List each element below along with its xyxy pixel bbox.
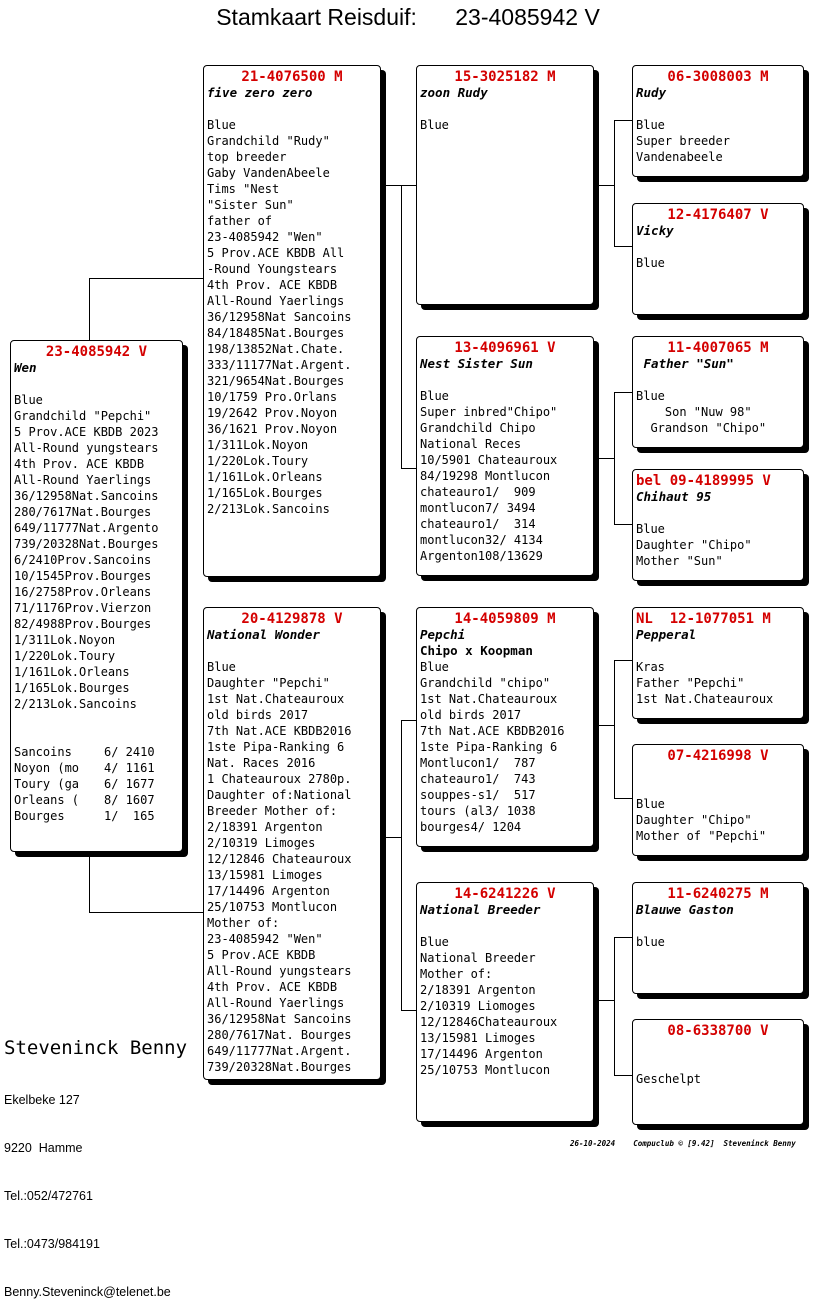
connector-line bbox=[614, 120, 632, 121]
race-name: montlucon bbox=[420, 533, 486, 547]
text-line: 71/1176Prov.Vierzon bbox=[14, 601, 152, 615]
pigeon-name: zoon Rudy bbox=[420, 85, 488, 100]
title-ring: 23-4085942 V bbox=[455, 4, 600, 30]
race-name: chateauro bbox=[420, 485, 486, 499]
text-line: 6/2410Prov.Sancoins bbox=[14, 553, 152, 567]
connector-line bbox=[89, 278, 90, 340]
connector-line bbox=[401, 1010, 416, 1011]
text-line: Son "Nuw 98" bbox=[636, 405, 752, 419]
connector-line bbox=[614, 1075, 632, 1076]
text-line: 25/10753 Montlucon bbox=[420, 1063, 551, 1077]
pedigree-text bbox=[207, 659, 377, 1075]
race-result: 6/ 1677 bbox=[104, 777, 155, 791]
race-result: 4/ 1204 bbox=[470, 820, 522, 834]
text-line: 198/13852Nat.Chate. bbox=[207, 342, 345, 356]
text-line: 4th Prov. ACE KBDB bbox=[14, 457, 145, 471]
text-line: 4th Prov. ACE KBDB bbox=[207, 278, 338, 292]
race-name: tours (al bbox=[420, 804, 486, 818]
text-line: 739/20328Nat.Bourges bbox=[14, 537, 159, 551]
connector-line bbox=[401, 185, 402, 468]
text-line: Kras bbox=[636, 660, 665, 674]
connector-line bbox=[89, 852, 90, 912]
pigeon-name bbox=[636, 1039, 800, 1055]
result-row bbox=[14, 792, 179, 808]
dam-sire-card[interactable] bbox=[416, 607, 594, 847]
ring-number: 14-6241226 V bbox=[454, 886, 556, 902]
text-line: 84/18485Nat.Bourges bbox=[207, 326, 345, 340]
text-line: 2/10319 Limoges bbox=[207, 836, 316, 850]
race-result: 1/ 743 bbox=[485, 772, 536, 786]
pigeon-name: Nest Sister Sun bbox=[420, 356, 533, 371]
pigeon-name: Vicky bbox=[636, 223, 674, 238]
race-name: Argenton bbox=[420, 549, 478, 563]
text-line: 2/213Lok.Sancoins bbox=[14, 697, 137, 711]
ring-number: 07-4216998 V bbox=[667, 748, 769, 764]
text-line: All-Round yungstears bbox=[207, 964, 352, 978]
text-line: 36/12958Nat Sancoins bbox=[207, 310, 352, 324]
race-name: chateauro bbox=[420, 517, 486, 531]
connector-line bbox=[614, 246, 632, 247]
connector-line bbox=[614, 392, 632, 393]
result-row bbox=[420, 803, 590, 819]
race-result: 1/ 314 bbox=[485, 517, 536, 531]
result-row bbox=[14, 744, 179, 760]
race-result: 3/ 1038 bbox=[485, 804, 536, 818]
text-line: 2/213Lok.Sancoins bbox=[207, 502, 330, 516]
owner-email[interactable]: Benny.Steveninck@telenet.be bbox=[4, 1285, 171, 1299]
text-line: Daughter "Chipo" bbox=[636, 813, 752, 827]
owner-city: 9220 Hamme bbox=[4, 1141, 83, 1155]
text-line: Grandchild "Pepchi" bbox=[14, 409, 152, 423]
race-result: 1/ 787 bbox=[485, 756, 536, 770]
text-line: Daughter "Chipo" bbox=[636, 538, 752, 552]
owner-phone: Tel.:052/472761 bbox=[4, 1189, 93, 1203]
connector-line bbox=[614, 120, 615, 246]
result-row bbox=[14, 808, 179, 824]
text-line: Nat. Races 2016 bbox=[207, 756, 316, 770]
result-row bbox=[420, 500, 590, 516]
text-line: 739/20328Nat.Bourges bbox=[207, 1060, 352, 1074]
text-line: father of bbox=[207, 214, 273, 228]
text-line: 4th Prov. ACE KBDB bbox=[207, 980, 338, 994]
text-line: 7th Nat.ACE KBDB2016 bbox=[420, 724, 565, 738]
text-line: top breeder bbox=[207, 150, 287, 164]
connector-line bbox=[401, 468, 416, 469]
result-row bbox=[420, 548, 590, 564]
connector-line bbox=[614, 798, 632, 799]
connector-line bbox=[614, 524, 632, 525]
pigeon-name: Father "Sun" bbox=[636, 356, 734, 371]
pedigree-text bbox=[636, 255, 800, 271]
text-line: 333/11177Nat.Argent. bbox=[207, 358, 352, 372]
text-line: 280/7617Nat. Bourges bbox=[207, 1028, 352, 1042]
result-row bbox=[420, 484, 590, 500]
race-result: 6/ 2410 bbox=[104, 745, 155, 759]
pedigree-text bbox=[420, 117, 590, 133]
ddd-card[interactable] bbox=[632, 1019, 804, 1125]
text-line: 321/9654Nat.Bourges bbox=[207, 374, 345, 388]
owner-name: Steveninck Benny bbox=[4, 1037, 188, 1059]
text-line: 649/11777Nat.Argento bbox=[14, 521, 159, 535]
ring-number: 11-4007065 M bbox=[667, 340, 769, 356]
race-name: souppes-s bbox=[420, 788, 486, 802]
text-line: 23-4085942 "Wen" bbox=[207, 230, 323, 244]
race-name: Sancoins bbox=[14, 745, 72, 759]
text-line: 649/11777Nat.Argent. bbox=[207, 1044, 352, 1058]
text-line: "Sister Sun" bbox=[207, 198, 294, 212]
text-line: 36/12958Nat.Sancoins bbox=[14, 489, 159, 503]
race-name: Bourges bbox=[14, 809, 65, 823]
result-row bbox=[420, 755, 590, 771]
text-line: 17/14496 Argenton bbox=[207, 884, 330, 898]
text-line: Mother of: bbox=[420, 967, 493, 981]
text-line: 1/161Lok.Orleans bbox=[207, 470, 323, 484]
text-line: Mother of: bbox=[207, 916, 280, 930]
connector-line bbox=[595, 725, 615, 726]
text-line: 82/4988Prov.Bourges bbox=[14, 617, 152, 631]
pedigree-text bbox=[14, 392, 179, 712]
sdd-card[interactable] bbox=[632, 469, 804, 581]
dss-card[interactable] bbox=[632, 607, 804, 719]
pedigree-text bbox=[636, 521, 800, 569]
pigeon-name: National Breeder bbox=[420, 902, 541, 917]
sire-sire-card[interactable] bbox=[416, 65, 594, 305]
pedigree-text bbox=[207, 117, 377, 517]
results-table bbox=[14, 744, 179, 824]
text-line: Tims "Nest bbox=[207, 182, 280, 196]
text-line: 17/14496 Argenton bbox=[420, 1047, 543, 1061]
text-line: All-Round Yaerlings bbox=[207, 294, 345, 308]
race-name: montlucon bbox=[420, 501, 486, 515]
text-line: Blue bbox=[420, 660, 449, 674]
text-line: Blue bbox=[207, 660, 236, 674]
sire-dam-card[interactable] bbox=[416, 336, 594, 576]
pedigree-text bbox=[636, 659, 800, 707]
text-line: 1/220Lok.Toury bbox=[14, 649, 116, 663]
ring-number: 08-6338700 V bbox=[667, 1023, 769, 1039]
sss-card[interactable] bbox=[632, 65, 804, 177]
text-line: Blue bbox=[636, 118, 665, 132]
text-line: 5 Prov.ACE KBDB 2023 bbox=[14, 425, 159, 439]
text-line: 23-4085942 "Wen" bbox=[207, 932, 323, 946]
ring-number: 11-6240275 M bbox=[667, 886, 769, 902]
connector-line bbox=[595, 1000, 615, 1001]
text-line: 16/2758Prov.Orleans bbox=[14, 585, 152, 599]
connector-line bbox=[89, 278, 204, 279]
race-result: 1/ 165 bbox=[104, 809, 155, 823]
text-line: Blue bbox=[636, 389, 665, 403]
ring-number: 14-4059809 M bbox=[454, 611, 556, 627]
pedigree-text bbox=[636, 934, 800, 950]
text-line: 25/10753 Montlucon bbox=[207, 900, 338, 914]
text-line: 12/12846 Chateauroux bbox=[207, 852, 352, 866]
connector-line bbox=[382, 185, 402, 186]
connector-line bbox=[595, 458, 615, 459]
text-line: 2/18391 Argenton bbox=[207, 820, 323, 834]
text-line: Gaby VandenAbeele bbox=[207, 166, 330, 180]
text-line: Daughter "Pepchi" bbox=[207, 676, 330, 690]
race-name: chateauro bbox=[420, 772, 486, 786]
owner-contact bbox=[4, 1060, 171, 1316]
ring-number: 13-4096961 V bbox=[454, 340, 556, 356]
text-line: Blue bbox=[207, 118, 236, 132]
text-line: 1st Nat.Chateauroux bbox=[207, 692, 345, 706]
text-line: 1/311Lok.Noyon bbox=[207, 438, 309, 452]
result-row bbox=[420, 771, 590, 787]
title-label: Stamkaart Reisduif: bbox=[216, 4, 417, 30]
ssd-card[interactable] bbox=[632, 203, 804, 315]
dam-dam-card[interactable] bbox=[416, 882, 594, 1122]
footer-credit: 26-10-2024 Compuclub © [9.42] Steveninck Benny bbox=[570, 1139, 796, 1148]
connector-line bbox=[614, 660, 615, 798]
text-line: 280/7617Nat.Bourges bbox=[14, 505, 152, 519]
connector-line bbox=[614, 937, 632, 938]
text-line: Super inbred"Chipo" bbox=[420, 405, 558, 419]
ring-number: 12-4176407 V bbox=[667, 207, 769, 223]
text-line: old birds 2017 bbox=[207, 708, 309, 722]
pedigree-text bbox=[420, 934, 590, 1078]
race-result: 4/ 1161 bbox=[104, 761, 155, 775]
ring-number: 23-4085942 V bbox=[45, 344, 148, 360]
text-line: 1/165Lok.Bourges bbox=[207, 486, 323, 500]
subject-card[interactable] bbox=[10, 340, 183, 852]
text-line: 1 Chateauroux 2780p. bbox=[207, 772, 352, 786]
results-table bbox=[420, 755, 590, 835]
text-line: Geschelpt bbox=[636, 1072, 702, 1086]
text-line: National Breeder bbox=[420, 951, 536, 965]
text-line: 1/165Lok.Bourges bbox=[14, 681, 130, 695]
text-line: National Reces bbox=[420, 437, 522, 451]
text-line: 36/12958Nat Sancoins bbox=[207, 1012, 352, 1026]
result-row bbox=[420, 787, 590, 803]
text-line: 1/220Lok.Toury bbox=[207, 454, 309, 468]
text-line: Blue bbox=[420, 389, 449, 403]
pedigree-text bbox=[636, 1071, 800, 1087]
text-line: 12/12846Chateauroux bbox=[420, 1015, 558, 1029]
text-line: Mother of "Pepchi" bbox=[636, 829, 767, 843]
pigeon-name: Pepperal bbox=[636, 627, 697, 642]
text-line: 1ste Pipa-Ranking 6 bbox=[420, 740, 558, 754]
text-line: All-Round Yaerlings bbox=[207, 996, 345, 1010]
result-row bbox=[420, 516, 590, 532]
text-line: old birds 2017 bbox=[420, 708, 522, 722]
text-line: 5 Prov.ACE KBDB All bbox=[207, 246, 345, 260]
connector-line bbox=[401, 720, 402, 1010]
pedigree-text bbox=[420, 388, 590, 484]
race-name: Toury (ga bbox=[14, 777, 80, 791]
connector-line bbox=[89, 912, 204, 913]
ring-number: NL 12-1077051 M bbox=[636, 611, 771, 627]
text-line: 10/1759 Pro.Orlans bbox=[207, 390, 338, 404]
connector-line bbox=[614, 392, 615, 524]
connector-line bbox=[401, 720, 416, 721]
text-line: Grandchild "chipo" bbox=[420, 676, 551, 690]
pigeon-name: Wen bbox=[14, 360, 37, 375]
sds-card[interactable] bbox=[632, 336, 804, 448]
text-line: 10/1545Prov.Bourges bbox=[14, 569, 152, 583]
text-line: Blue bbox=[14, 393, 43, 407]
pigeon-name: Chihaut 95 bbox=[636, 489, 712, 504]
text-line: Grandson "Chipo" bbox=[636, 421, 767, 435]
text-line: Mother "Sun" bbox=[636, 554, 723, 568]
race-name: bourges bbox=[420, 820, 471, 834]
race-result: 8/ 1607 bbox=[104, 793, 155, 807]
connector-line bbox=[595, 185, 615, 186]
race-result: 7/ 3494 bbox=[485, 501, 536, 515]
text-line: 2/10319 Liomoges bbox=[420, 999, 536, 1013]
race-result: 1/ 517 bbox=[485, 788, 536, 802]
pigeon-name bbox=[636, 764, 800, 780]
text-line: 13/15981 Limoges bbox=[420, 1031, 536, 1045]
text-line: blue bbox=[636, 935, 665, 949]
result-row bbox=[14, 776, 179, 792]
text-line: 5 Prov.ACE KBDB bbox=[207, 948, 316, 962]
pedigree-text bbox=[636, 117, 800, 165]
pigeon-name: Pepchi bbox=[420, 627, 466, 642]
text-line: Father "Pepchi" bbox=[636, 676, 745, 690]
owner-address: Ekelbeke 127 bbox=[4, 1093, 80, 1107]
text-line: Blue bbox=[420, 935, 449, 949]
connector-line bbox=[614, 660, 632, 661]
ring-number: 15-3025182 M bbox=[454, 69, 556, 85]
ring-number: 21-4076500 M bbox=[241, 69, 343, 85]
text-line: 1st Nat.Chateauroux bbox=[636, 692, 774, 706]
pigeon-name: National Wonder bbox=[207, 627, 320, 642]
text-line: 1st Nat.Chateauroux bbox=[420, 692, 558, 706]
dsd-card[interactable] bbox=[632, 744, 804, 856]
text-line: 1/311Lok.Noyon bbox=[14, 633, 116, 647]
text-line: 84/19298 Montlucon bbox=[420, 469, 551, 483]
pigeon-name: Blauwe Gaston bbox=[636, 902, 734, 917]
text-line: 2/18391 Argenton bbox=[420, 983, 536, 997]
pedigree-text bbox=[636, 388, 800, 436]
text-line: Blue bbox=[420, 118, 449, 132]
text-line: -Round Youngstears bbox=[207, 262, 338, 276]
connector-line bbox=[614, 937, 615, 1075]
race-name: Montlucon bbox=[420, 756, 486, 770]
text-line: 7th Nat.ACE KBDB2016 bbox=[207, 724, 352, 738]
result-row bbox=[420, 819, 590, 835]
text-line: 36/1621 Prov.Noyon bbox=[207, 422, 338, 436]
text-line: 19/2642 Prov.Noyon bbox=[207, 406, 338, 420]
text-line: Daughter of:National bbox=[207, 788, 352, 802]
race-result: 1/ 909 bbox=[485, 485, 536, 499]
ring-number: 06-3008003 M bbox=[667, 69, 769, 85]
race-result: 108/13629 bbox=[477, 549, 543, 563]
pigeon-subtitle: Chipo x Koopman bbox=[420, 643, 533, 658]
results-table bbox=[420, 484, 590, 564]
sire-card[interactable] bbox=[203, 65, 381, 577]
text-line: Breeder Mother of: bbox=[207, 804, 338, 818]
pedigree-text bbox=[420, 659, 590, 755]
pedigree-text bbox=[636, 796, 800, 844]
text-line: Super breeder bbox=[636, 134, 730, 148]
text-line: 10/5901 Chateauroux bbox=[420, 453, 558, 467]
race-result: 32/ 4134 bbox=[485, 533, 543, 547]
race-name: Noyon (mo bbox=[14, 761, 80, 775]
text-line: All-Round yungstears bbox=[14, 441, 159, 455]
race-name: Orleans ( bbox=[14, 793, 80, 807]
text-line: 1ste Pipa-Ranking 6 bbox=[207, 740, 345, 754]
result-row bbox=[14, 760, 179, 776]
text-line: 1/161Lok.Orleans bbox=[14, 665, 130, 679]
dam-card[interactable] bbox=[203, 607, 381, 1080]
owner-mobile: Tel.:0473/984191 bbox=[4, 1237, 100, 1251]
text-line: Grandchild "Rudy" bbox=[207, 134, 330, 148]
text-line: 13/15981 Limoges bbox=[207, 868, 323, 882]
text-line: Grandchild Chipo bbox=[420, 421, 536, 435]
text-line: Vandenabeele bbox=[636, 150, 723, 164]
pigeon-name: five zero zero bbox=[207, 85, 313, 100]
connector-line bbox=[401, 185, 416, 186]
text-line: All-Round Yaerlings bbox=[14, 473, 152, 487]
page-title bbox=[0, 4, 816, 31]
ring-number: bel 09-4189995 V bbox=[636, 473, 771, 489]
text-line: Blue bbox=[636, 522, 665, 536]
pigeon-name: Rudy bbox=[636, 85, 667, 100]
connector-line bbox=[382, 837, 402, 838]
dds-card[interactable] bbox=[632, 882, 804, 994]
result-row bbox=[420, 532, 590, 548]
text-line: Blue bbox=[636, 256, 665, 270]
ring-number: 20-4129878 V bbox=[241, 611, 343, 627]
text-line: Blue bbox=[636, 797, 665, 811]
